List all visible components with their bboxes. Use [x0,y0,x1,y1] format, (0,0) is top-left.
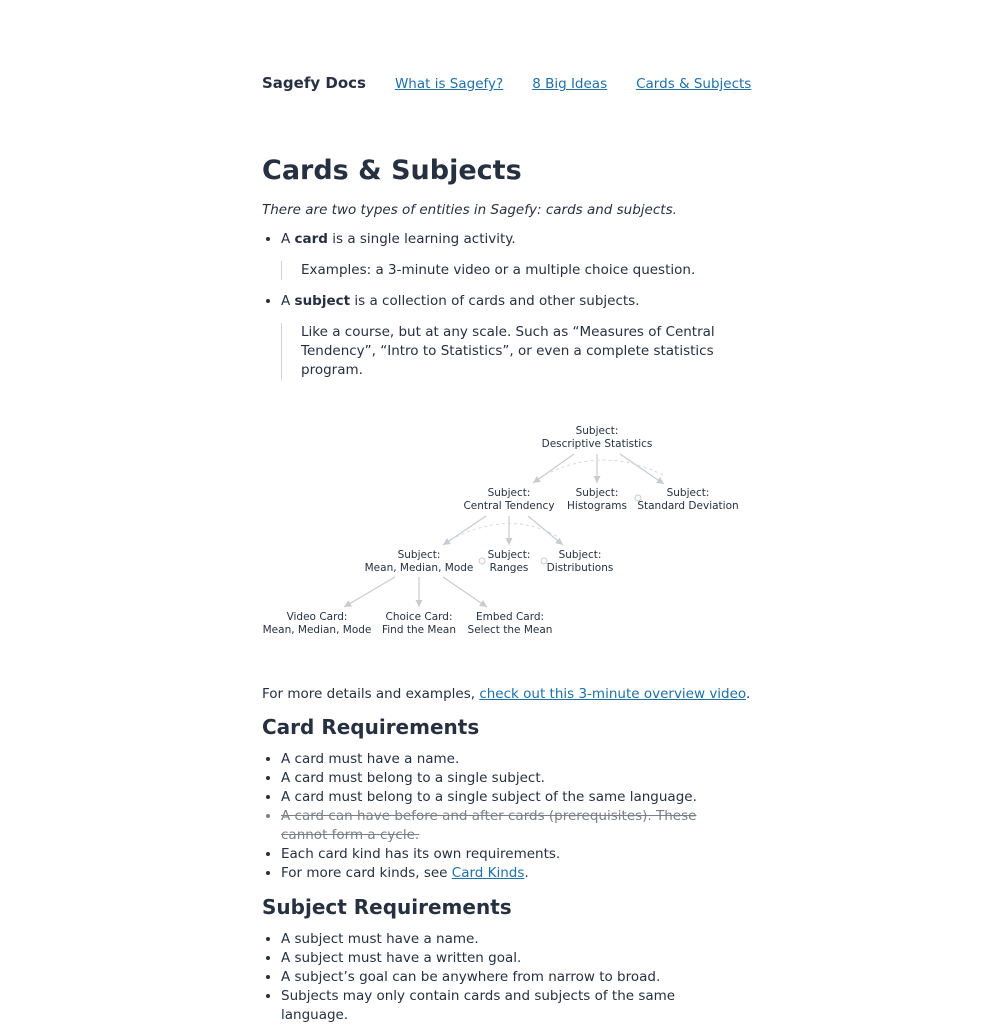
nav-link-what-is-sagefy[interactable]: What is Sagefy? [394,76,504,92]
node-central-tendency: Subject: Central Tendency [463,487,555,512]
node-mean-median-mode: Subject: Mean, Median, Mode [364,549,474,574]
nav-link-cards-subjects[interactable]: Cards & Subjects [636,76,752,92]
card-requirements-section [262,712,738,883]
list-item-struck: • A card can have before and after cards (prerequisites). These cannot form a cycle. [281,807,738,845]
card-definition: • A card is a single learning activity. Examples: a 3-minute video or a multiple choice question. [281,230,738,280]
nav-link-big-ideas[interactable]: 8 Big Ideas [532,76,608,92]
list-item: • A subject must have a written goal. [281,949,738,968]
list-item: • A subject must have a name. [281,930,738,949]
overview-video-link[interactable]: check out this 3-minute overview video [479,686,746,702]
edge-mmm-video [344,577,395,607]
node-embed-card: Embed Card: Select the Mean [467,611,553,636]
edge-desc-stddev [620,454,664,484]
node-descriptive-statistics: Subject: Descriptive Statistics [541,425,653,450]
subject-requirements-section [262,892,738,1025]
more-details-line: For more details and examples, check out this 3-minute overview video. [262,686,751,702]
card-kinds-link[interactable]: Card Kinds [451,865,525,881]
entity-hierarchy-diagram [258,415,748,650]
node-video-card: Video Card: Mean, Median, Mode [262,611,372,636]
list-item: • A card must belong to a single subject of the same language. [281,788,738,807]
card-requirements-heading: Card Requirements [262,715,480,739]
card-requirements-list [262,750,738,883]
edge-desc-central [533,454,574,483]
site-brand[interactable]: Sagefy Docs [262,74,366,92]
node-choice-card: Choice Card: Find the Mean [381,611,457,636]
top-nav [262,74,780,92]
list-item: • Subjects may only contain cards and subjects of the same language. [281,987,738,1025]
subject-requirements-heading: Subject Requirements [262,895,512,919]
card-examples-quote: Examples: a 3-minute video or a multiple choice question. [281,261,738,280]
node-standard-deviation: Subject: Standard Deviation [637,487,739,512]
list-item: • Each card kind has its own requirements. [281,845,738,864]
page-title: Cards & Subjects [262,155,522,186]
subject-requirements-list [262,930,738,1025]
intro-text: There are two types of entities in Sagefy: cards and subjects. [262,202,677,218]
list-item: • A card must belong to a single subject. [281,769,738,788]
edge-central-mmm [443,516,486,545]
list-item: • A subject’s goal can be anywhere from narrow to broad. [281,968,738,987]
entity-list [262,230,738,380]
edge-mmm-embed [443,577,487,607]
card-term: card [294,231,328,247]
node-ranges: Subject: Ranges [487,549,531,574]
list-item: • For more card kinds, see Card Kinds. [281,864,738,883]
list-item: • A card must have a name. [281,750,738,769]
subject-examples-quote: Like a course, but at any scale. Such as “Measures of Central Tendency”, “Intro to Statistics”, or even a complete statistics program. [281,323,738,380]
subject-term: subject [294,293,351,309]
node-distributions: Subject: Distributions [546,549,614,574]
intro-section [262,150,738,392]
node-histograms: Subject: Histograms [567,487,627,512]
subject-definition: • A subject is a collection of cards and other subjects. Like a course, but at any scale. Such as “Measures of Central Tendency”, “Intro to Statistics”, or even a complete statistics program. [281,292,738,380]
